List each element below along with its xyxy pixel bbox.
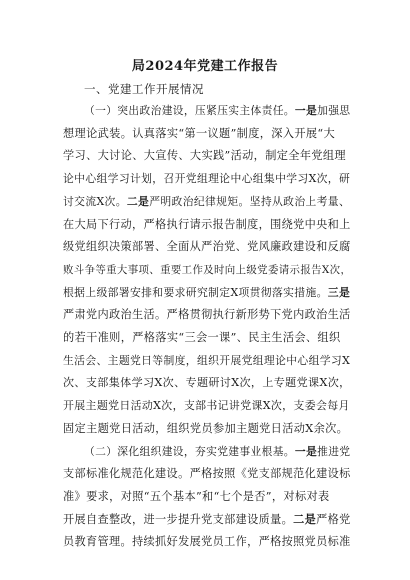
text-segment: 根据上级部署安排和要求研究制定X项贯彻落实措施。 bbox=[63, 285, 328, 299]
paragraph-line bbox=[63, 350, 350, 372]
text-segment: 准》要求，对照“五个基本”和“七个是否”，对标对表 bbox=[63, 489, 330, 503]
text-segment: 学习、大讨论、大宣传、大实践”活动，制定全年党组理 bbox=[63, 149, 346, 163]
text-segment: 生活会、主题党日等制度，组织开展党组理论中心组学习X bbox=[63, 353, 351, 367]
text-segment: （一）突出政治建设，压紧压实主体责任。 bbox=[84, 104, 295, 117]
text-segment: 员教育管理。持续抓好发展党员工作，严格按照党员标准 bbox=[63, 535, 351, 549]
text-segment: 固定主题党日活动，组织党员参加主题党日活动X余次。 bbox=[63, 421, 349, 435]
document-title: 局2024年党建工作报告 bbox=[131, 59, 279, 74]
emphasis-marker: 一是 bbox=[294, 104, 318, 117]
text-segment: 次、支部集体学习X次、专题研讨X次，上专题党课X次， bbox=[63, 376, 351, 390]
paragraph-line bbox=[63, 327, 341, 349]
paragraph-line bbox=[63, 282, 350, 304]
paragraph-line bbox=[63, 372, 351, 394]
text-segment: 级党组织决策部署、全面从严治党、党风廉政建设和反腐 bbox=[63, 240, 351, 254]
text-segment: 推进党 bbox=[317, 444, 351, 458]
paragraph-line bbox=[63, 509, 351, 531]
text-segment: 开展自查整改，进一步提升党支部建设质量。 bbox=[63, 512, 294, 526]
text-segment: 的若干准则，严格落实“三会一课”、民主生活会、组织 bbox=[63, 331, 341, 344]
text-segment: 加强思 bbox=[317, 104, 351, 117]
text-segment: 在大局下行动，严格执行请示报告制度，围绕党中央和上 bbox=[63, 217, 351, 231]
text-segment: （二）深化组织建设，夯实党建事业根基。 bbox=[84, 444, 295, 458]
emphasis-marker: 二是 bbox=[293, 512, 317, 526]
paragraph-line bbox=[63, 304, 351, 326]
text-segment: 严明政治纪律规矩。坚持从政治上考量、 bbox=[149, 194, 351, 208]
text-segment: 想理论武装。认真落实“第一议题”制度，深入开展“大 bbox=[63, 126, 336, 140]
text-segment: 严肃党内政治生活。严格贯彻执行新形势下党内政治生活 bbox=[63, 308, 351, 322]
paragraph-line bbox=[63, 395, 350, 417]
text-segment: 讨交流X次。 bbox=[63, 194, 127, 208]
emphasis-marker: 二是 bbox=[126, 194, 150, 208]
paragraph-line bbox=[63, 145, 346, 167]
paragraph-line bbox=[63, 123, 335, 145]
text-segment: 严格党 bbox=[316, 512, 351, 526]
paragraph-line bbox=[63, 418, 348, 440]
paragraph-line bbox=[63, 486, 330, 508]
paragraph-first-line bbox=[84, 100, 350, 122]
paragraph-line bbox=[63, 236, 351, 258]
text-segment: 支部标准化规范化建设。严格按照《党支部规范化建设标 bbox=[63, 467, 351, 481]
paragraph-line bbox=[63, 168, 350, 190]
emphasis-marker: 一是 bbox=[294, 444, 318, 458]
paragraph-line bbox=[63, 191, 350, 213]
section-heading: 一、党建工作开展情况 bbox=[84, 82, 204, 96]
text-segment: 论中心组学习计划，召开党组理论中心组集中学习X次，研 bbox=[63, 172, 351, 186]
text-segment: 败斗争等重大事项、重要工作及时向上级党委请示报告X次， bbox=[63, 263, 352, 276]
emphasis-marker: 三是 bbox=[327, 285, 351, 299]
text-segment: 开展主题党日活动X次，支部书记讲党课X次，支委会每月 bbox=[63, 399, 350, 413]
paragraph-line bbox=[63, 214, 351, 236]
paragraph-line bbox=[63, 463, 351, 485]
paragraph-line bbox=[63, 259, 351, 281]
paragraph-first-line bbox=[84, 441, 350, 463]
paragraph-line bbox=[63, 531, 351, 553]
